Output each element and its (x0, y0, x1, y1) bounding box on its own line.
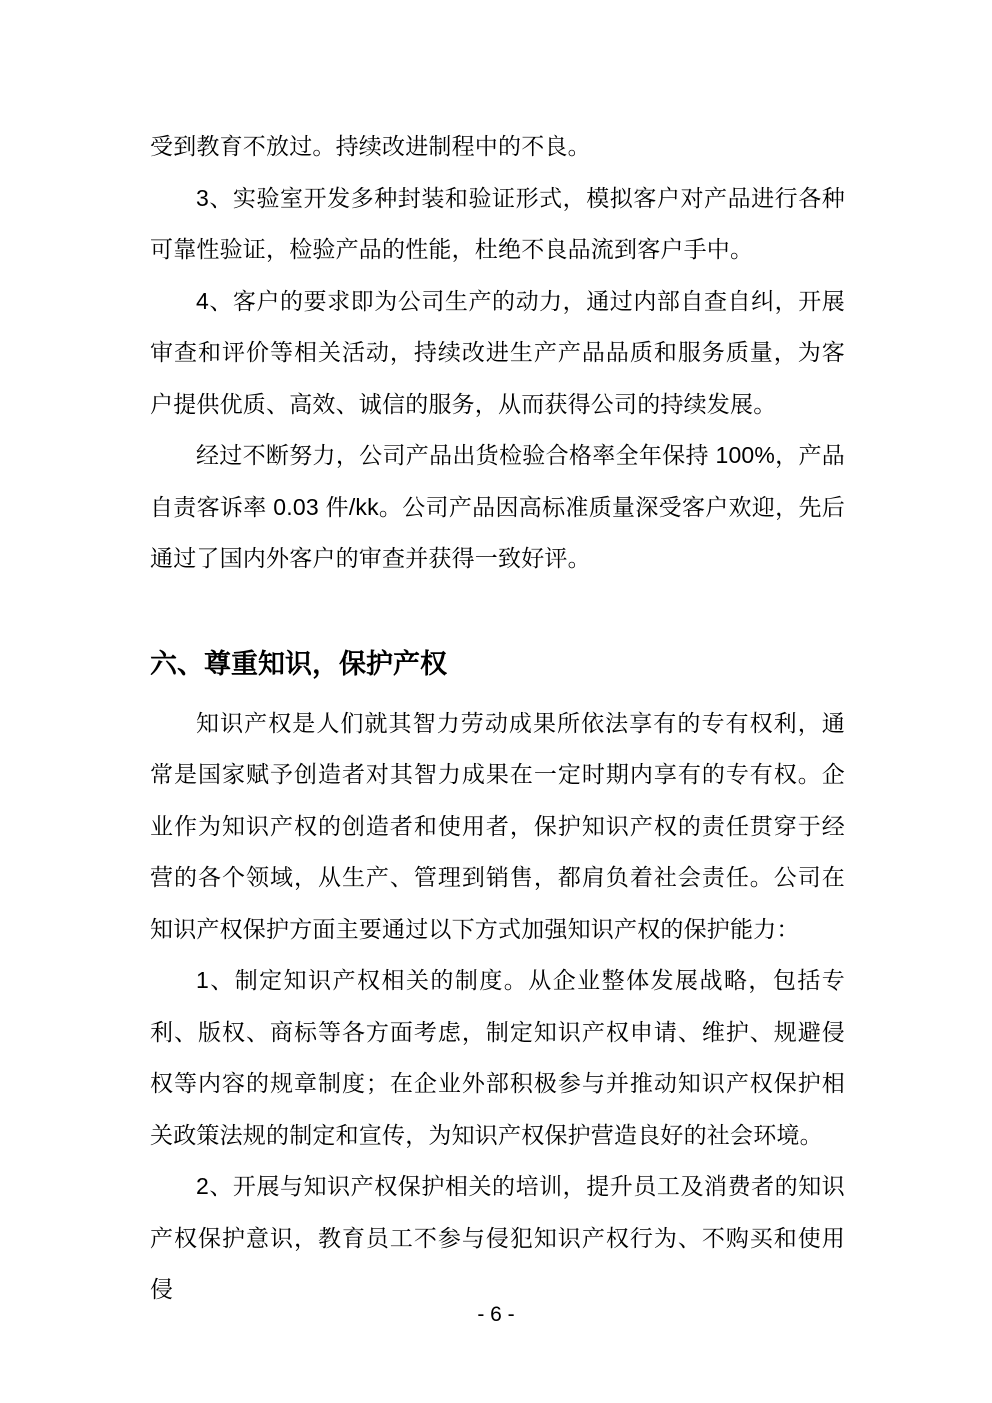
paragraph-quality-item-3: 3、实验室开发多种封装和验证形式，模拟客户对产品进行各种可靠性验证，检验产品的性能，杜绝不良品流到客户手中。 (150, 184, 845, 262)
paragraph-ip-intro: 知识产权是人们就其智力劳动成果所依法享有的专有权利，通常是国家赋予创造者对其智力成果在一定时期内享有的专有权。企业作为知识产权的创造者和使用者，保护知识产权的责任贯穿于经营的各个领域，从生产、管理到销售，都肩负着社会责任。公司在知识产权保护方面主要通过以下方式加强知识产权的保护能力： (150, 709, 845, 942)
paragraph-quality-item-4: 4、客户的要求即为公司生产的动力，通过内部自查自纠，开展审查和评价等相关活动，持续改进生产产品品质和服务质量，为客户提供优质、高效、诚信的服务，从而获得公司的持续发展。 (150, 287, 845, 417)
page-number: - 6 - (477, 1303, 515, 1326)
paragraph-quality-continuation: 受到教育不放过。持续改进制程中的不良。 (150, 133, 591, 159)
paragraph-ip-item-2: 2、开展与知识产权保护相关的培训，提升员工及消费者的知识产权保护意识，教育员工不参与侵犯知识产权行为、不购买和使用侵 (150, 1173, 845, 1302)
paragraph-ip-item-1: 1、制定知识产权相关的制度。从企业整体发展战略，包括专利、版权、商标等各方面考虑，制定知识产权申请、维护、规避侵权等内容的规章制度；在企业外部积极参与并推动知识产权保护相关政策法规的制定和宣传，为知识产权保护营造良好的社会环境。 (150, 967, 845, 1148)
paragraph-quality-summary: 经过不断努力，公司产品出货检验合格率全年保持 100%，产品自责客诉率 0.03 件/kk。公司产品因高标准质量深受客户欢迎，先后通过了国内外客户的审查并获得一致好评。 (150, 442, 845, 571)
section-heading-ip: 六、尊重知识，保护产权 (150, 648, 447, 679)
